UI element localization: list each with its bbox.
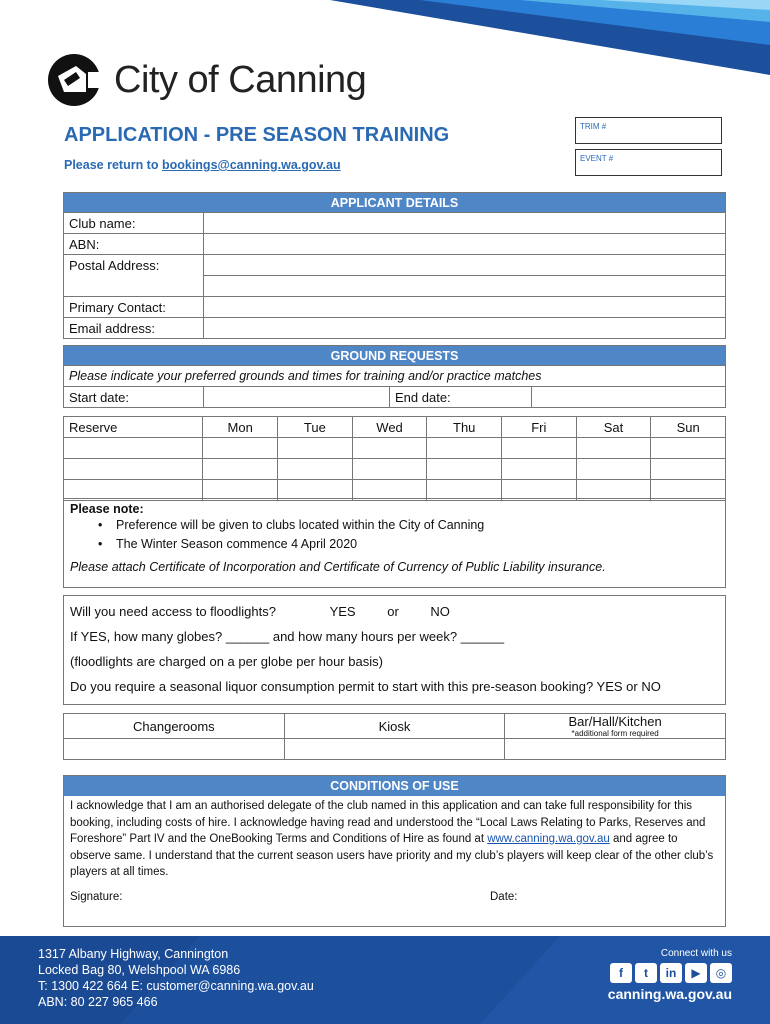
mon-cell[interactable]: [203, 438, 278, 459]
wed-cell[interactable]: [352, 459, 427, 480]
sun-cell[interactable]: [651, 459, 726, 480]
column-header-wed: Wed: [352, 417, 427, 438]
footer-address-line1: 1317 Albany Highway, Cannington: [38, 947, 229, 961]
footer-address-line2: Locked Bag 80, Welshpool WA 6986: [38, 963, 241, 977]
footer-phone-email: T: 1300 422 664 E: customer@canning.wa.gov.au: [38, 979, 314, 993]
twitter-icon[interactable]: t: [635, 963, 657, 983]
reserve-cell[interactable]: [64, 438, 203, 459]
sat-cell[interactable]: [576, 438, 651, 459]
reserve-schedule-table: [63, 416, 726, 501]
column-header-reserve: Reserve: [64, 417, 203, 438]
primary-contact-label: Primary Contact:: [64, 297, 204, 318]
start-date-field[interactable]: [204, 387, 390, 408]
trim-label: TRIM #: [580, 122, 607, 131]
connect-label: Connect with us: [660, 948, 732, 959]
mon-cell[interactable]: [203, 459, 278, 480]
city-logo: [46, 52, 366, 108]
notes-title: Please note:: [70, 502, 144, 516]
date-label: Date:: [490, 890, 518, 903]
bar-hall-kitchen-header: [505, 714, 726, 739]
facebook-icon[interactable]: f: [610, 963, 632, 983]
applicant-details-heading: APPLICANT DETAILS: [64, 193, 726, 213]
canning-website-link[interactable]: www.canning.wa.gov.au: [487, 833, 610, 845]
floodlight-or-text: or: [387, 604, 399, 619]
ground-instruction: Please indicate your preferred grounds and times for training and/or practice matches: [64, 366, 726, 387]
thu-cell[interactable]: [427, 438, 502, 459]
bar-hall-kitchen-label: Bar/Hall/Kitchen: [568, 714, 662, 729]
conditions-text-after: and agree to observe same. I understand that the current season users have priority and my club’s players will keep clear of the other club’s players at all times.: [70, 833, 714, 878]
footer-social: [608, 948, 732, 1002]
start-date-label: Start date:: [64, 387, 204, 408]
facilities-table: [63, 713, 726, 760]
page-title: APPLICATION - PRE SEASON TRAINING: [64, 124, 450, 146]
list-item: • The Winter Season commence 4 April 2020: [98, 535, 719, 554]
footer-abn: ABN: 80 227 965 466: [38, 995, 158, 1009]
conditions-text-before: I acknowledge that I am an authorised delegate of the club named in this application and can take full responsibility for this booking, including costs of hire. I acknowledge having read and understood the “Local Laws Relating to Parks, Reserves and Foreshore” Part IV and the OneBooking Terms and Conditions of Hire as found at: [70, 800, 706, 845]
floodlights-section: [63, 595, 726, 705]
bar-hall-kitchen-field[interactable]: [505, 739, 726, 760]
event-number-field[interactable]: [575, 149, 722, 176]
column-header-fri: Fri: [502, 417, 577, 438]
linkedin-icon[interactable]: in: [660, 963, 682, 983]
changerooms-header: Changerooms: [64, 714, 285, 739]
signature-row: [64, 883, 725, 903]
table-row: [64, 438, 726, 459]
club-name-field[interactable]: [204, 213, 726, 234]
changerooms-field[interactable]: [64, 739, 285, 760]
club-name-label: Club name:: [64, 213, 204, 234]
event-label: EVENT #: [580, 154, 614, 163]
notes-list: [98, 516, 719, 554]
footer: [0, 936, 770, 1024]
abn-label: ABN:: [64, 234, 204, 255]
floodlight-question: [70, 602, 719, 627]
tue-cell[interactable]: [278, 459, 353, 480]
floodlight-charge-note: (floodlights are charged on a per globe per hour basis): [70, 654, 383, 669]
tue-cell[interactable]: [278, 438, 353, 459]
ground-requests-table: [63, 345, 726, 408]
fri-cell[interactable]: [502, 438, 577, 459]
applicant-details-table: [63, 192, 726, 339]
attachment-instruction: Please attach Certificate of Incorporation and Certificate of Currency of Public Liability insurance.: [70, 560, 606, 574]
trim-number-field[interactable]: [575, 117, 722, 144]
city-logo-text: City of Canning: [114, 58, 367, 101]
instagram-icon[interactable]: ◎: [710, 963, 732, 983]
footer-website[interactable]: canning.wa.gov.au: [607, 986, 732, 1002]
column-header-sun: Sun: [651, 417, 726, 438]
sat-cell[interactable]: [576, 459, 651, 480]
youtube-icon[interactable]: ▶: [685, 963, 707, 983]
bookings-email-link[interactable]: bookings@canning.wa.gov.au: [161, 158, 341, 172]
conditions-of-use-section: [63, 775, 726, 927]
return-instruction: [64, 158, 341, 172]
kiosk-header: Kiosk: [284, 714, 505, 739]
floodlight-question-text: Will you need access to floodlights?: [70, 604, 276, 619]
conditions-text: [64, 796, 725, 883]
city-logo-mark: [46, 52, 102, 108]
postal-address-field-line2[interactable]: [204, 276, 726, 297]
postal-address-label: Postal Address:: [64, 255, 204, 276]
abn-field[interactable]: [204, 234, 726, 255]
end-date-field[interactable]: [532, 387, 726, 408]
end-date-label: End date:: [390, 387, 532, 408]
globes-hours-question: If YES, how many globes? ______ and how many hours per week? ______: [70, 629, 505, 644]
signature-label: Signature:: [70, 890, 123, 903]
column-header-tue: Tue: [278, 417, 353, 438]
additional-form-note: *additional form required: [571, 729, 659, 738]
thu-cell[interactable]: [427, 459, 502, 480]
ground-requests-heading: GROUND REQUESTS: [64, 346, 726, 366]
floodlight-no-option[interactable]: NO: [430, 604, 450, 619]
primary-contact-field[interactable]: [204, 297, 726, 318]
footer-contact: [38, 946, 314, 1010]
postal-address-label-cont: [64, 276, 204, 297]
wed-cell[interactable]: [352, 438, 427, 459]
email-address-label: Email address:: [64, 318, 204, 339]
table-row: [64, 459, 726, 480]
column-header-sat: Sat: [576, 417, 651, 438]
fri-cell[interactable]: [502, 459, 577, 480]
column-header-thu: Thu: [427, 417, 502, 438]
return-prefix: Please return to: [64, 158, 159, 172]
column-header-mon: Mon: [203, 417, 278, 438]
notes-box: [63, 498, 726, 588]
email-address-field[interactable]: [204, 318, 726, 339]
social-icons: [608, 963, 732, 983]
sun-cell[interactable]: [651, 438, 726, 459]
liquor-permit-question: Do you require a seasonal liquor consumption permit to start with this pre-season booking? YES or NO: [70, 679, 661, 694]
reserve-cell[interactable]: [64, 459, 203, 480]
postal-address-field-line1[interactable]: [204, 255, 726, 276]
conditions-heading: CONDITIONS OF USE: [64, 776, 725, 796]
list-item: • Preference will be given to clubs located within the City of Canning: [98, 516, 719, 535]
floodlight-yes-option[interactable]: YES: [329, 604, 356, 619]
kiosk-field[interactable]: [284, 739, 505, 760]
